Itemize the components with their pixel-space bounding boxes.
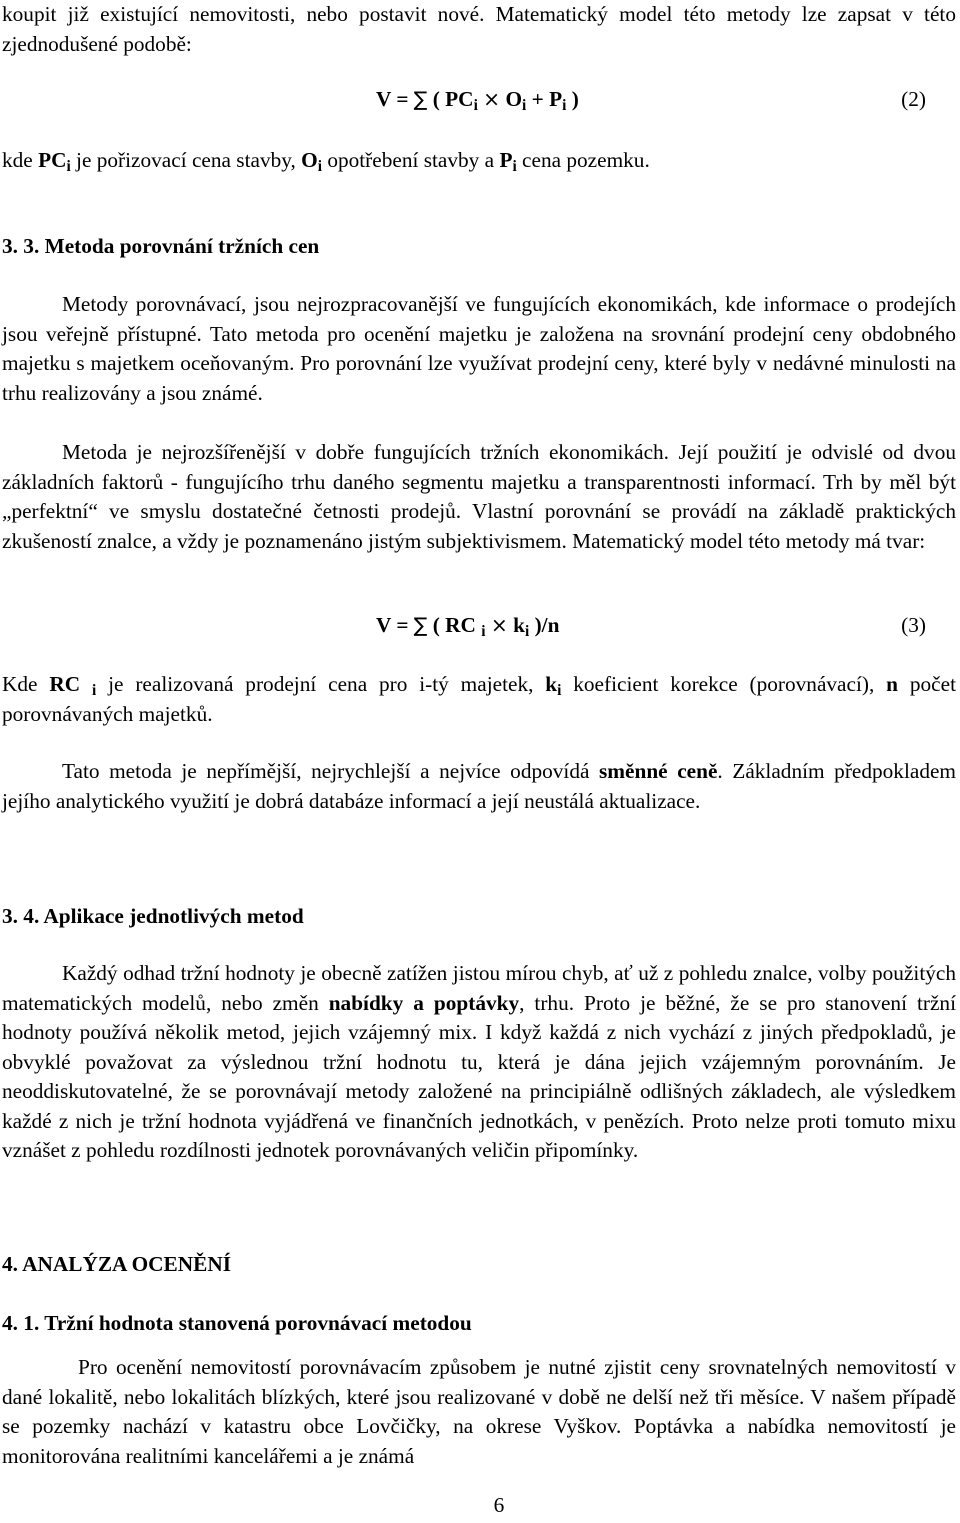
paragraph-exchange-price: Tato metoda je nepřímější, nejrychlejší a nejvíce odpovídá směnné ceně. Základním předpokladem jejího analytického využití je dobrá databáze informací a její neustálá aktualizace. bbox=[2, 759, 956, 813]
paragraph-method-widest: Metoda je nejrozšířenější v dobře fungujících tržních ekonomikách. Její použití je odvislé od dvou základních faktorů - fungujícího trhu daného segmentu majetku a transparentnosti informací. Trh by měl být „perfektní“ ve smyslu dostatečné četnosti prodejů. Vlastní porovnání se provádí na základě praktických zkušeností znalce, a vždy je poznamenáno jistým subjektivismem. Matematický model této metody má tvar: bbox=[2, 440, 956, 553]
equation-3-number: (3) bbox=[901, 613, 926, 637]
page-number: 6 bbox=[493, 1493, 505, 1517]
paragraph-methods-comparison: Metody porovnávací, jsou nejrozpracovanější ve fungujících ekonomikách, kde informace o prodejích jsou veřejně přístupné. Tato metoda pro ocenění majetku je založena na srovnání prodejní ceny obdobného majetku s majetkem oceňovaným. Pro porovnání lze využívat prodejní ceny, které byly v nedávné minulosti na trhu realizovány a jsou známé. bbox=[2, 292, 956, 405]
sum-symbol: ∑ bbox=[413, 87, 428, 111]
paragraph-market-value-estimate: Každý odhad tržní hodnoty je obecně zatížen jistou mírou chyb, ať už z pohledu znalce, volby použitých matematických modelů, nebo změn nabídky a poptávky, trhu. Proto je běžné, že se pro stanovení tržní hodnoty používá několik metod, jejich vzájemný mix. I když každá z nich vychází z jiných předpokladů, je obvyklé považovat za výslednou tržní hodnotu tu, která je dána jejich vzájemným porovnáním. Je neoddiskutovatelné, že se porovnávají metody založené na principiálně odlišných základech, ale výsledkem každé z nich je tržní hodnota vyjádřená ve finančních jednotkách, v penězích. Proto nelze proti tomuto mixu vznášet z pohledu rozdílnosti jednotek porovnávaných veličin připomínky. bbox=[2, 961, 956, 1162]
equation-2 bbox=[0, 85, 960, 115]
heading-3-4: 3. 4. Aplikace jednotlivých metod bbox=[2, 904, 304, 928]
heading-4-1: 4. 1. Tržní hodnota stanovená porovnávací metodou bbox=[2, 1311, 472, 1335]
paragraph-comparison-valuation: Pro ocenění nemovitostí porovnávacím způsobem je nutné zjistit ceny srovnatelných nemovitostí v dané lokalitě, nebo lokalitách blízkých, které jsou realizované v době ne delší než tři měsíce. V našem případě se pozemky nachází v katastru obce Lovčičky, na okrese Vyškov. Poptávka a nabídka nemovitostí je monitorována realitními kancelářemi a je známá bbox=[2, 1355, 956, 1468]
equation-3-formula: V = ∑ ( RC $_i \times k_i$ )/n bbox=[376, 613, 560, 640]
heading-3-3: 3. 3. Metoda porovnání tržních cen bbox=[2, 234, 320, 258]
paragraph-kde-2: Kde RC $_i$ je realizovaná prodejní cena pro i-tý majetek, $k_i$ koeficient korekce (porovnávací), n počet porovnávaných majetků. bbox=[2, 672, 956, 726]
sum-symbol: ∑ bbox=[413, 613, 428, 637]
paragraph-intro: koupit již existující nemovitosti, nebo postavit nové. Matematický model této metody lze zapsat v této zjednodušené podobě: bbox=[2, 2, 956, 56]
paragraph-kde-1: kde $PC_i$ je pořizovací cena stavby, $O_i$ opotřebení stavby a $P_i$ cena pozemku. bbox=[2, 148, 650, 175]
equation-3 bbox=[0, 611, 960, 641]
heading-4: 4. ANALÝZA OCENĚNÍ bbox=[2, 1252, 231, 1276]
equation-2-number: (2) bbox=[901, 87, 926, 111]
equation-2-formula: V = ∑ ( $PC_i \times O_i + P_i$ ) bbox=[376, 87, 579, 114]
